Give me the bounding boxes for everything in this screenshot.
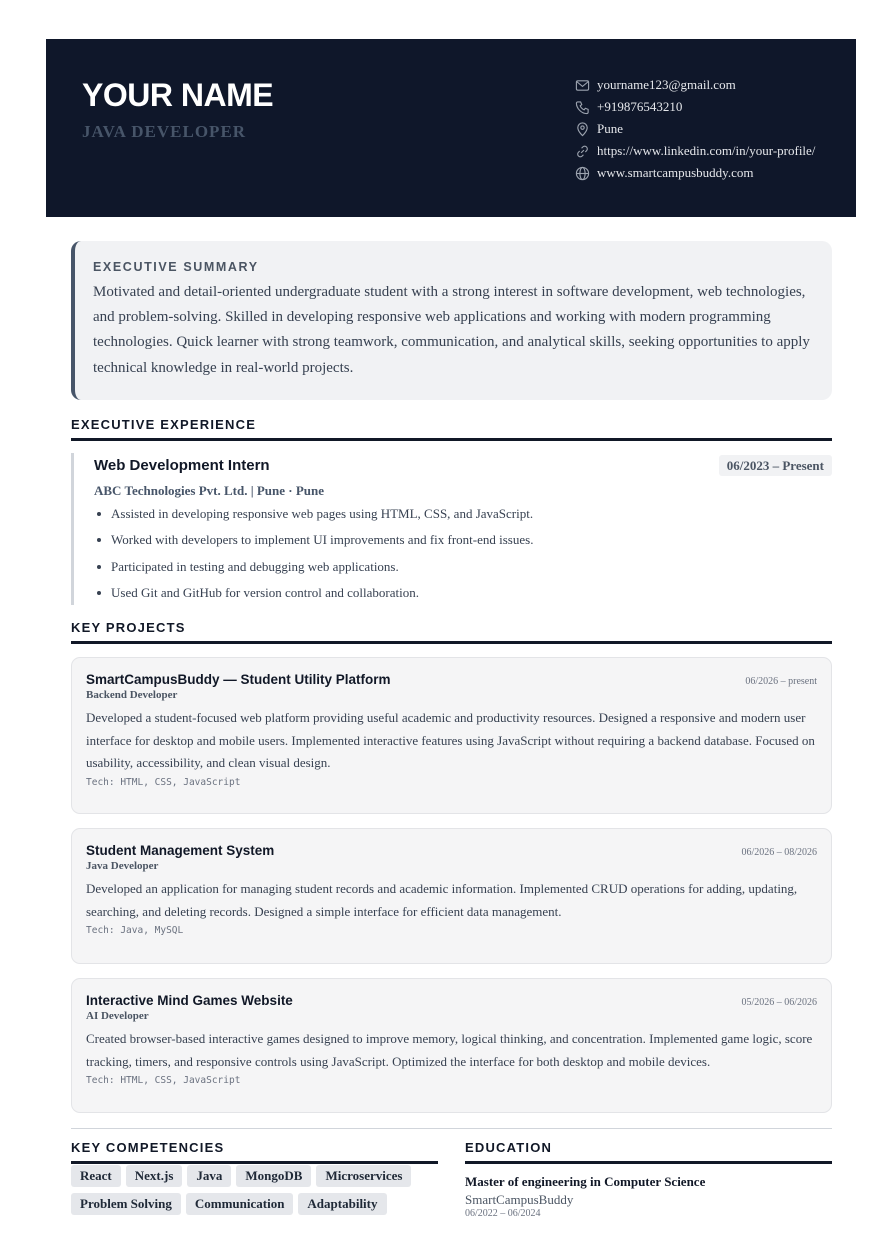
project-description: Created browser-based interactive games designed to improve memory, logical thinking, and concentration. Implemented game logic, score tracking, timers, and responsive controls using JavaScript. Optimized the interface for both desktop and mobile devices. (86, 1031, 813, 1069)
skill-tag: MongoDB (236, 1165, 311, 1187)
contact-location (575, 118, 815, 140)
education-section-title: EDUCATION (465, 1140, 832, 1164)
skill-tag: Communication (186, 1193, 294, 1215)
project-description: Developed a student-focused web platform providing useful academic and productivity resources. Designed a responsive and modern user interface for desktop and mobile users. Implemented interactive features using JavaScript without requiring a backend database. Focused on usability, accessibility, and clean visual design. (86, 710, 815, 771)
contact-email-text: yourname123@gmail.com (597, 77, 736, 92)
project-description: Developed an application for managing student records and academic information. Implemented CRUD operations for adding, updating, searching, and deleting records. Designed a simple interface for efficient data management. (86, 881, 798, 919)
job-title: Web Development Intern (94, 457, 270, 474)
project-card (71, 978, 832, 1113)
executive-summary (71, 241, 832, 400)
location-icon (575, 122, 590, 137)
skill-tag: Problem Solving (71, 1193, 181, 1215)
summary-title: EXECUTIVE SUMMARY (93, 260, 259, 274)
contact-email[interactable] (575, 74, 815, 96)
contact-phone[interactable] (575, 96, 815, 118)
mail-icon (575, 78, 590, 93)
education-entry (465, 1174, 705, 1219)
contact-list (575, 74, 815, 184)
contact-location-text: Pune (597, 121, 623, 136)
skill-tag: Microservices (316, 1165, 411, 1187)
contact-phone-text: +919876543210 (597, 99, 683, 114)
project-role: Java Developer (86, 860, 159, 872)
globe-icon (575, 166, 590, 181)
education-school: SmartCampusBuddy (465, 1192, 574, 1207)
project-tech: Tech: Java, MySQL (86, 925, 184, 937)
job-bullet: Participated in testing and debugging web applications. (111, 558, 533, 584)
project-title: Student Management System (86, 843, 275, 858)
project-title: SmartCampusBuddy — Student Utility Platform (86, 672, 391, 687)
phone-icon (575, 100, 590, 115)
skill-tag: Java (187, 1165, 231, 1187)
experience-entry (71, 453, 832, 605)
contact-website[interactable] (575, 162, 815, 184)
project-role: Backend Developer (86, 689, 178, 701)
skill-tag: Adaptability (298, 1193, 386, 1215)
section-divider (71, 1128, 832, 1129)
skill-tag: React (71, 1165, 121, 1187)
link-icon (575, 144, 590, 159)
project-tech: Tech: HTML, CSS, JavaScript (86, 1075, 241, 1087)
competencies-section-title: KEY COMPETENCIES (71, 1140, 438, 1164)
project-role: AI Developer (86, 1010, 149, 1022)
experience-section-title: EXECUTIVE EXPERIENCE (71, 417, 832, 441)
candidate-name: YOUR NAME (82, 77, 274, 113)
resume-header (46, 39, 856, 217)
job-bullets (111, 505, 533, 610)
job-dates: 06/2023 – Present (719, 455, 832, 476)
project-dates: 05/2026 – 06/2026 (741, 997, 817, 1008)
project-dates: 06/2026 – present (745, 676, 817, 687)
projects-section-title: KEY PROJECTS (71, 620, 832, 644)
job-company: ABC Technologies Pvt. Ltd. | Pune · Pune (94, 483, 325, 498)
project-card (71, 657, 832, 814)
job-bullet: Used Git and GitHub for version control and collaboration. (111, 584, 533, 610)
project-dates: 06/2026 – 08/2026 (741, 847, 817, 858)
contact-linkedin-text: https://www.linkedin.com/in/your-profile/ (597, 143, 816, 158)
education-degree: Master of engineering in Computer Science (465, 1174, 706, 1189)
project-tech: Tech: HTML, CSS, JavaScript (86, 777, 241, 789)
project-title: Interactive Mind Games Website (86, 993, 293, 1008)
skill-tags (71, 1165, 441, 1221)
candidate-role: JAVA DEVELOPER (82, 122, 247, 141)
education-dates: 06/2022 – 06/2024 (465, 1208, 541, 1219)
summary-text: Motivated and detail-oriented undergraduate student with a strong interest in software development, web technologies, and problem-solving. Skilled in developing responsive web applications and working with modern programming technologies. Quick learner with strong teamwork, communication, and analytical skills, seeking opportunities to apply technical knowledge in real-world projects. (93, 284, 810, 376)
contact-website-text: www.smartcampusbuddy.com (597, 165, 754, 180)
contact-linkedin[interactable] (575, 140, 815, 162)
job-bullet: Worked with developers to implement UI improvements and fix front-end issues. (111, 531, 533, 557)
project-card (71, 828, 832, 964)
skill-tag: Next.js (126, 1165, 183, 1187)
job-bullet: Assisted in developing responsive web pages using HTML, CSS, and JavaScript. (111, 505, 533, 531)
